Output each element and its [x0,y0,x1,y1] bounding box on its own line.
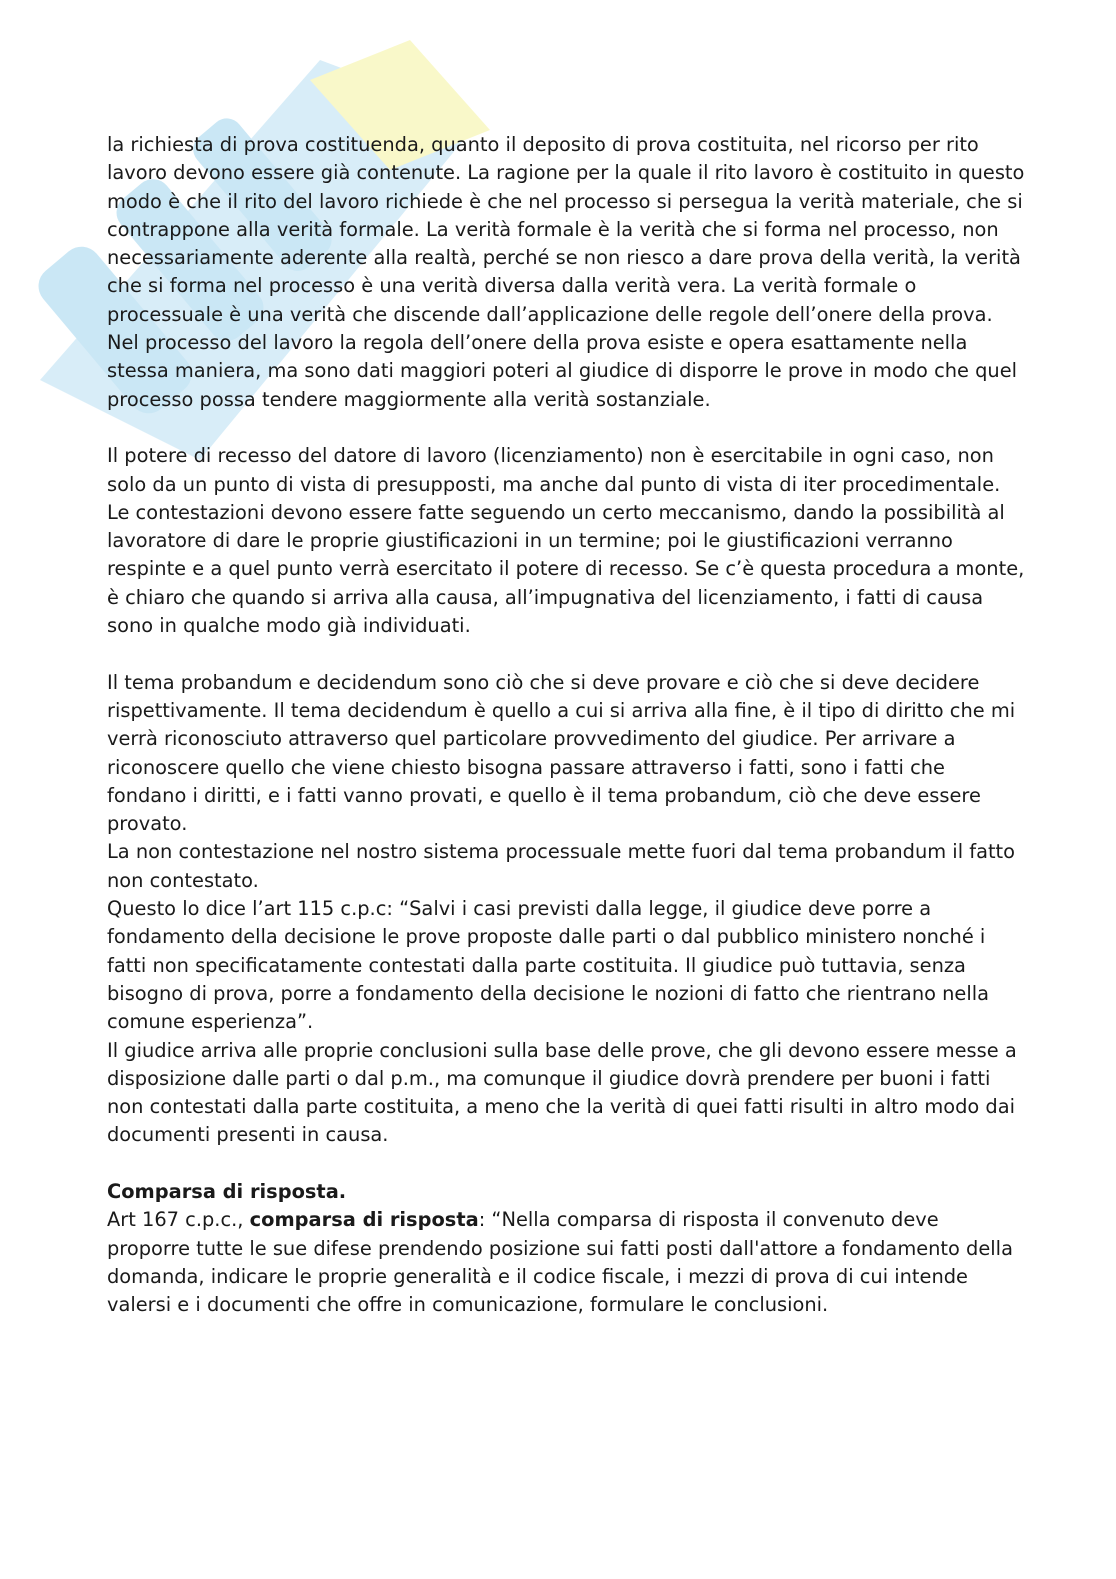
paragraph-verita-formale: la richiesta di prova costituenda, quanto il deposito di prova costituita, nel ricorso per rito lavoro devono essere già contenute. La ragione per la quale il rito lavoro è costituito in questo modo è che il rito del lavoro richiede è che nel processo si persegua la verità materiale, che si contrappone alla verità formale. La verità formale è la verità che si forma nel processo, non necessariamente aderente alla realtà, perché se non riesco a dare prova della verità, la verità che si forma nel processo è una verità diversa dalla verità vera. La verità formale o processuale è una verità che discende dall’applicazione delle regole dell’onere della prova. Nel processo del lavoro la regola dell’onere della prova esiste e opera esattamente nella stessa maniera, ma sono dati maggiori poteri al giudice di disporre le prove in modo che quel processo possa tendere maggiormente alla verità sostanziale. [107,133,1025,411]
section-heading: Comparsa di risposta. [107,1179,347,1203]
paragraph-gap [107,1150,1027,1178]
paragraph-non-contestazione: La non contestazione nel nostro sistema processuale mette fuori dal tema probandum il fatto non contestato. [107,840,1016,892]
paragraph-gap [107,414,1027,442]
art-167-prefix: Art 167 c.p.c., [107,1208,250,1232]
paragraph-conclusioni-giudice: Il giudice arriva alle proprie conclusioni sulla base delle prove, che gli devono essere messe a disposizione dalle parti o dal p.m., ma comunque il giudice dovrà prendere per buoni i fatti non contestati dalla parte costituita, a meno che la verità di quei fatti risulti in altro modo dai documenti presenti in causa. [107,1038,1017,1147]
document-body [107,131,1027,1319]
paragraph-potere-recesso: Il potere di recesso del datore di lavoro (licenziamento) non è esercitabile in ogni caso, non solo da un punto di vista di presupposti, ma anche dal punto di vista di iter procedimentale. Le contestazioni devono essere fatte seguendo un certo meccanismo, dando la possibilità al lavoratore di dare le proprie giustificazioni in un termine; poi le giustificazioni verranno respinte e a quel punto verrà esercitato il potere di recesso. Se c’è questa procedura a monte, è chiaro che quando si arriva alla causa, all’impugnativa del licenziamento, i fatti di causa sono in qualche modo già individuati. [107,444,1025,638]
art-167-bold-term: comparsa di risposta [249,1208,479,1232]
paragraph-art-167 [107,1206,1027,1319]
paragraph-art-115: Questo lo dice l’art 115 c.p.c: “Salvi i casi previsti dalla legge, il giudice deve porre a fondamento della decisione le prove proposte dalle parti o dal pubblico ministero nonché i fatti non specificatamente contestati dalla parte costituita. Il giudice può tuttavia, senza bisogno di prova, porre a fondamento della decisione le nozioni di fatto che rientrano nella comune esperienza”. [107,897,990,1034]
paragraph-tema-probandum: Il tema probandum e decidendum sono ciò che si deve provare e ciò che si deve decidere rispettivamente. Il tema decidendum è quello a cui si arriva alla fine, è il tipo di diritto che mi verrà riconosciuto attraverso quel particolare provvedimento del giudice. Per arrivare a riconoscere quello che viene chiesto bisogna passare attraverso i fatti, sono i fatti che fondano i diritti, e i fatti vanno provati, e quello è il tema probandum, ciò che deve essere provato. [107,670,1016,836]
art-167-text: : “Nella comparsa di risposta il convenuto deve proporre tutte le sue difese prendendo posizione sui fatti posti dall'attore a fondamento della domanda, indicare le proprie generalità e il codice fiscale, i mezzi di prova di cui intende valersi e i documenti che offre in comunicazione, formulare le conclusioni. [107,1208,1013,1317]
paragraph-gap [107,640,1027,668]
